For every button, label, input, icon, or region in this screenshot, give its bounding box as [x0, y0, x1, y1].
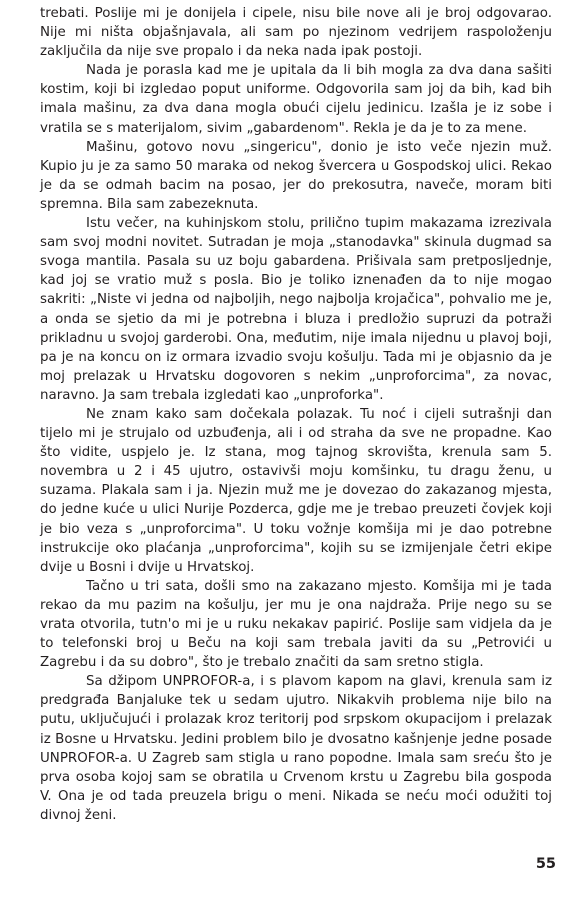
paragraph: Nada je porasla kad me je upitala da li bih mogla za dva dana sašiti kostim, koji bi izgledao poput uniforme. Odgovorila sam joj da bih, kad bih imala mašinu, za dva dana mogla obući cijelu jedinicu. Izašla je iz sobe i vratila se s materijalom, sivim „gabardenom". Rekla je da je to za mene.: [40, 63, 552, 136]
page-number: 55: [535, 856, 556, 872]
paragraph: Istu večer, na kuhinjskom stolu, prilično tupim makazama izrezivala sam svoj modni novitet. Sutradan je moja „stanodavka" skinula dugmad sa svoga mantila. Pasala su uz boju gabardena. Prišivala sam pretposljednje, kad joj se vratio muž s posla. Bio je toliko iznenađen da to nije mogao sakriti: „Niste vi jedna od najboljih, nego najbolja krojačica", pohvalio me je, a onda se sjetio da mi je potrebna i bluza i predložio supruzi da potraži prikladnu u svojoj garderobi. Ona, međutim, nije imala nijednu u plavoj boji, pa je na koncu on iz ormara izvadio svoju košulju. Tada mi je objasnio da je moj prelazak u Hrvatsku dogovoren s nekim „unproforcima", za novac, naravno. Ja sam trebala izgledati kao „unproforka".: [40, 216, 552, 403]
page-body: [40, 4, 552, 825]
paragraph: Tačno u tri sata, došli smo na zakazano mjesto. Komšija mi je tada rekao da mu pazim na košulju, jer mu je ona najdraža. Prije nego su se vrata otvorila, tutn'o mi je u ruku nekakav papirić. Poslije sam vidjela da je to telefonski broj u Beču na koji sam trebala javiti da su „Petrovići u Zagrebu i da su dobro", što je trebalo značiti da sam sretno stigla.: [40, 578, 552, 671]
paragraph: Ne znam kako sam dočekala polazak. Tu noć i cijeli sutrašnji dan tijelo mi je strujalo od uzbuđenja, ali i od straha da sve ne propadne. Kao što vidite, uspjelo je. Iz stana, mog tajnog skrovišta, krenula sam 5. novembra u 2 i 45 ujutro, ostavivši moju komšinku, tu dragu ženu, u suzama. Plakala sam i ja. Njezin muž me je dovezao do zakazanog mjesta, do jedne kuće u ulici Nurije Pozderca, gdje me je trebao preuzeti čovjek koji je bio veza s „unproforcima". U toku vožnje komšija mi je dao potrebne instrukcije oko plaćanja „unproforcima", kojih su se izmijenjale četri ekipe dvije u Bosni i dvije u Hrvatskoj.: [40, 406, 552, 575]
paragraph: Sa džipom UNPROFOR-a, i s plavom kapom na glavi, krenula sam iz predgrađa Banjaluke tek u sedam ujutro. Nikakvih problema nije bilo na putu, uključujući i prolazak kroz teritorij pod srpskom okupacijom i prelazak iz Bosne u Hrvatsku. Jedini problem bilo je dvosatno kašnjenje jedne posade UNPROFOR-a. U Zagreb sam stigla u rano popodne. Imala sam sreću što je prva osoba kojoj sam se obratila u Crvenom krstu u Zagrebu bila gospoda V. Ona je od tada preuzela brigu o meni. Nikada se neću moći odužiti toj divnoj ženi.: [40, 674, 552, 823]
paragraph-continued: trebati. Poslije mi je donijela i cipele, nisu bile nove ali je broj odgovarao. Nije mi ništa objašnjavala, ali sam po njezinom vedrijem raspoloženju zaključila da nije sve propalo i da neka nada ipak postoji.: [40, 6, 552, 60]
paragraph: Mašinu, gotovo novu „singericu", donio je isto veče njezin muž. Kupio ju je za samo 50 maraka od nekog švercera u Gospodskoj ulici. Rekao je da se odmah bacim na posao, jer do prekosutra, naveče, moram biti spremna. Bila sam zabezeknuta.: [40, 139, 552, 212]
